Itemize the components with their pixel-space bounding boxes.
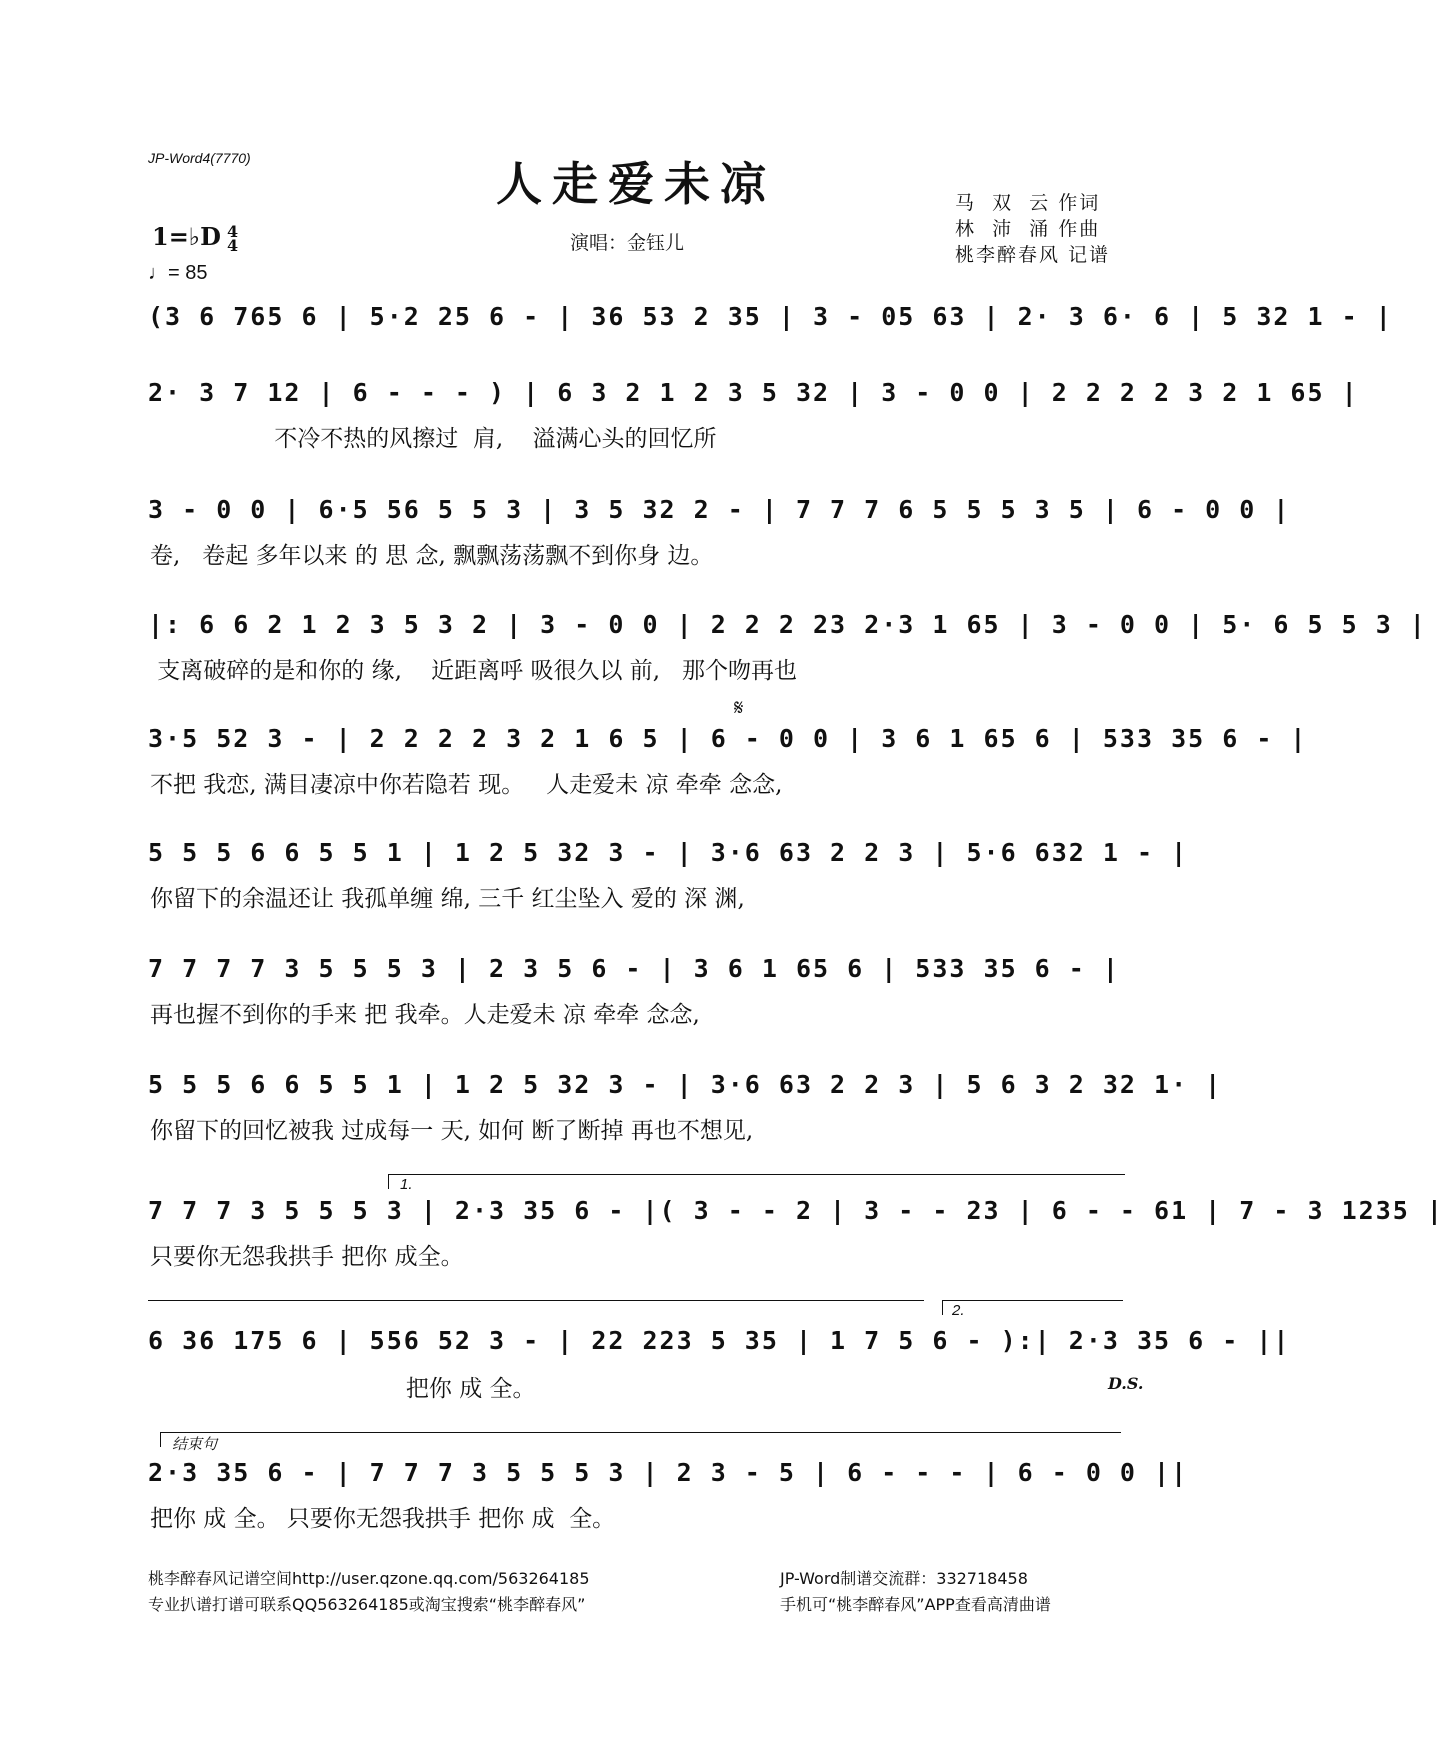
time-top: 4 [226,221,239,241]
notation-row-7: 7 7 7 7 3 5 5 5 3 | 2 3 5 6 - | 3 6 1 65 6 | 533 35 6 - | [148,954,1120,983]
lyricist-credit: 马 双 云 作词 [955,192,1101,214]
lyric-row-3: 卷, 卷起 多年以来 的 思 念, 飘飘荡荡飘不到你身 边。 [150,543,714,569]
lyric-row-4: 支离破碎的是和你的 缘, 近距离呼 吸很久以 前, 那个吻再也 [150,658,798,684]
lyric-row-6: 你留下的余温还让 我孤单缠 绵, 三千 红尘坠入 爱的 深 渊, [150,886,745,912]
notation-row-2: 2· 3 7 12 | 6 - - - ) | 6 3 2 1 2 3 5 32 | 3 - 0 0 | 2 2 2 2 3 2 1 65 | [148,378,1359,407]
coda-label: 结束句 [172,1436,218,1453]
notation-row-11: 2·3 35 6 - | 7 7 7 3 5 5 5 3 | 2 3 - 5 | 6 - - - | 6 - 0 0 || [148,1458,1189,1487]
time-signature [226,221,239,255]
volta-2-label: 2. [952,1302,965,1319]
segno-mark: 𝄋 [734,696,744,721]
notation-row-9: 7 7 7 3 5 5 5 3 | 2·3 35 6 - |( 3 - - 2 | 3 - - 23 | 6 - - 61 | 7 - 3 1235 | [148,1196,1444,1225]
volta-2-bracket [942,1300,1123,1315]
lyric-row-2: 不冷不热的风擦过 肩, 溢满心头的回忆所 [150,426,717,452]
ds-mark: D.S. [1108,1374,1144,1393]
notation-row-4: |: 6 6 2 1 2 3 5 3 2 | 3 - 0 0 | 2 2 2 23 2·3 1 65 | 3 - 0 0 | 5· 6 5 5 3 | [148,610,1427,639]
lyric-row-7: 再也握不到你的手来 把 我牵。人走爱未 凉 牵牵 念念, [150,1002,700,1028]
composer-credit: 林 沛 涌 作曲 [955,218,1101,240]
volta-1-bracket-continued [148,1300,924,1315]
lyric-row-5: 不把 我恋, 满目凄凉中你若隐若 现。 人走爱未 凉 牵牵 念念, [150,772,783,798]
software-label: JP-Word4(7770) [148,150,251,166]
notation-row-8: 5 5 5 6 6 5 5 1 | 1 2 5 32 3 - | 3·6 63 2 2 3 | 5 6 3 2 32 1· | [148,1070,1223,1099]
volta-1-bracket [388,1174,1125,1189]
tempo-mark: ♩= 85 [148,262,208,284]
volta-1-label: 1. [400,1176,413,1193]
transcriber-credit: 桃李醉春风 记谱 [955,244,1111,266]
coda-bracket [160,1432,1121,1447]
notation-row-6: 5 5 5 6 6 5 5 1 | 1 2 5 32 3 - | 3·6 63 2 2 3 | 5·6 632 1 - | [148,838,1189,867]
lyric-row-9: 只要你无怨我拱手 把你 成全。 [150,1244,464,1270]
notation-row-10: 6 36 175 6 | 556 52 3 - | 22 223 5 35 | 1 7 5 6 - ):| 2·3 35 6 - || [148,1326,1291,1355]
notation-row-1: (3 6 765 6 | 5·2 25 6 - | 36 53 2 35 | 3 - 05 63 | 2· 3 6· 6 | 5 32 1 - | [148,302,1393,331]
time-bottom: 4 [226,235,239,255]
singer-credit: 演唱：金钰儿 [570,232,685,254]
footer-website: 桃李醉春风记谱空间http://user.qzone.qq.com/563264185 [148,1569,590,1588]
lyric-row-10: 把你 成 全。 [150,1376,536,1402]
footer-app: 手机可“桃李醉春风”APP查看高清曲谱 [780,1595,1051,1614]
notation-row-5: 3·5 52 3 - | 2 2 2 2 3 2 1 6 5 | 6 - 0 0 | 3 6 1 65 6 | 533 35 6 - | [148,724,1308,753]
lyric-row-8: 你留下的回忆被我 过成每一 天, 如何 断了断掉 再也不想见, [150,1118,754,1144]
song-title: 人走爱未凉 [496,157,776,211]
key-label: 1=♭D [152,222,221,251]
key-signature [152,222,238,253]
lyric-row-11: 把你 成 全。 只要你无怨我拱手 把你 成 全。 [150,1506,616,1532]
notation-row-3: 3 - 0 0 | 6·5 56 5 5 3 | 3 5 32 2 - | 7 7 7 6 5 5 5 3 5 | 6 - 0 0 | [148,495,1291,524]
footer-contact: 专业扒谱打谱可联系QQ563264185或淘宝搜索“桃李醉春风” [148,1595,586,1614]
footer-group: JP-Word制谱交流群：332718458 [780,1569,1028,1588]
